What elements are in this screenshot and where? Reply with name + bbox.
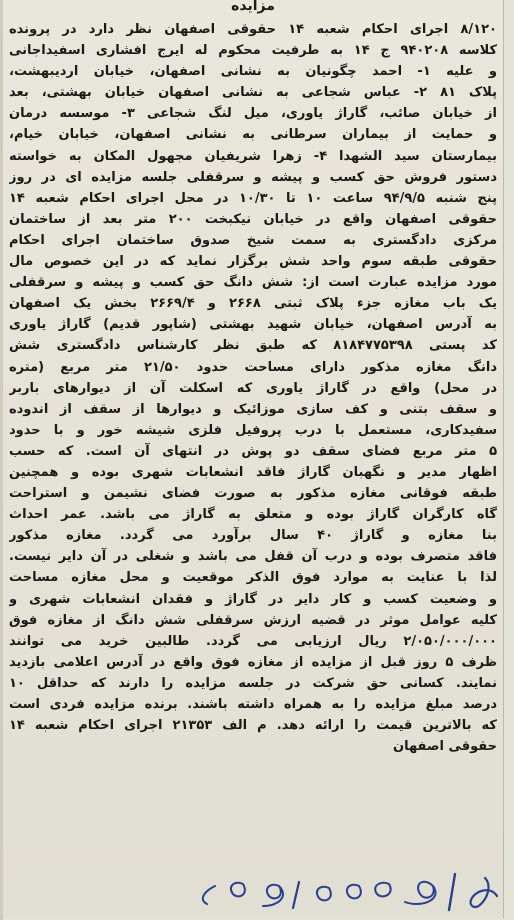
notice-line: حقوقی طبقه سوم واحد شش برگزار نماید که در این خصوص مال: [9, 254, 497, 270]
notice-line: در محل) واقع در گاراژ یاوری که اسکلت آن از دیوارهای باربر: [9, 380, 497, 396]
notice-line: و سقف بتنی و کف سازی موزائیک و دیوارها از سقف از اندوده: [9, 401, 497, 417]
notice-line: پلاک ۸۱ ۲- عباس شجاعی به نشانی اصفهان خیابان بهشتی، بعد: [9, 85, 497, 101]
notice-line: که بالاترین قیمت را ارائه دهد. م الف ۲۱۳۵۳ اجرای احکام شعبه ۱۴: [9, 718, 497, 734]
notice-line: از خیابان صائب، گاراژ یاوری، میل لنگ شجاعی ۳- موسسه درمان: [9, 106, 497, 122]
notice-line: بنا مغازه و گاراژ ۴۰ سال برآورد می گردد. مغازه مذکور: [9, 528, 497, 544]
notice-line: کد پستی ۸۱۸۴۷۷۵۳۹۸ که طبق نظر کارشناس دادگستری شش: [9, 338, 497, 354]
newspaper-clipping: [3, 0, 504, 918]
notice-line: و وضعیت کسب و کار دایر در گاراژ و فقدان انشعابات شهری و: [9, 591, 497, 607]
notice-line: پنج شنبه ۹۴/۹/۵ ساعت ۱۰ تا ۱۰/۳۰ در محل اجرای احکام شعبه ۱۴: [9, 190, 497, 206]
notice-line: و حمایت از بیماران سرطانی به نشانی اصفهان، خیابان خیام،: [9, 127, 497, 143]
notice-line: لذا با عنایت به موارد فوق الذکر موقعیت و محل مغازه مساحت: [9, 570, 497, 586]
notice-line: فاقد متصرف بوده و درب آن قفل می باشد و شغلی در آن دایر نیست.: [9, 549, 497, 565]
notice-line: و علیه ۱- احمد چگونیان به نشانی اصفهان، خیابان اردیبهشت،: [9, 64, 497, 80]
notice-line: اظهار مدیر و نگهبان گاراژ فاقد انشعابات شهری بوده و همچنین: [9, 464, 497, 480]
notice-line: ۵ متر مربع فضای سقف دو پوش در انتهای آن است. که حسب: [9, 443, 497, 459]
notice-line: کلاسه ۹۴۰۲۰۸ ج ۱۴ به طرفیت محکوم له ایرج افشاری اسفیداجانی: [9, 43, 497, 59]
notice-body: [9, 19, 497, 757]
notice-line: کلیه عوامل موثر در قضیه ارزش سرقفلی شش دانگ از مغازه فوق: [9, 612, 497, 628]
notice-line: گاه کارگران گاراژ بوده و متعلق به گاراژ می باشد. عمر احداث: [9, 507, 497, 523]
notice-line: ۲/۰۵۰/۰۰۰/۰۰۰ ریال ارزیابی می گردد. طالبین خرید می توانند: [9, 633, 497, 649]
notice-line: مورد مزایده عبارت است از: شش دانگ حق کسب و پیشه و سرقفلی: [9, 275, 497, 291]
notice-line: طبقه فوقانی مغازه مذکور به صورت فضای نشیمن و استراحت: [9, 486, 497, 502]
notice-line: حقوقی اصفهان واقع در خیابان نیکبخت ۲۰۰ متر بعد از ساختمان: [9, 211, 497, 227]
notice-line: مرکزی دادگستری به سمت شیخ صدوق ساختمان اجرای احکام: [9, 232, 497, 248]
notice-line: ۸/۱۲۰ اجرای احکام شعبه ۱۴ حقوقی اصفهان نظر دارد در پرونده: [9, 22, 497, 37]
notice-title: مزایده: [231, 0, 275, 14]
notice-line: بیمارستان سید الشهدا ۴- زهرا شریفیان مجهول المکان به خواسته: [9, 148, 497, 164]
notice-line: سفیدکاری، مستعمل با درب پروفیل فلزی شیشه خور و با حدود: [9, 422, 497, 438]
notice-line: نمایند. کسانی حق شرکت در جلسه مزایده را دارند که حداقل ۱۰: [9, 675, 497, 691]
notice-line: حقوقی اصفهان: [393, 739, 497, 755]
notice-line: درصد مبلغ مزایده را به همراه داشته باشند. برنده مزایده فردی است: [9, 697, 497, 712]
notice-line: به آدرس اصفهان، خیابان شهید بهشتی (شاپور قدیم) گاراژ یاوری: [9, 317, 497, 333]
handwritten-note: [103, 856, 503, 916]
notice-line: ظرف ۵ روز قبل از مزایده از مغازه فوق واقع در آدرس اعلامی بازدید: [9, 654, 497, 670]
notice-line: دانگ مغازه مذکور دارای مساحت حدود ۲۱/۵۰ متر مربع (متره: [9, 359, 497, 375]
notice-line: دستور فروش حق کسب و پیشه و سرقفلی جلسه مزایده ای در روز: [9, 169, 497, 185]
notice-line: یک باب مغازه جزء پلاک ثبتی ۲۶۶۸ و ۲۶۶۹/۴ بخش یک اصفهان: [9, 296, 497, 312]
